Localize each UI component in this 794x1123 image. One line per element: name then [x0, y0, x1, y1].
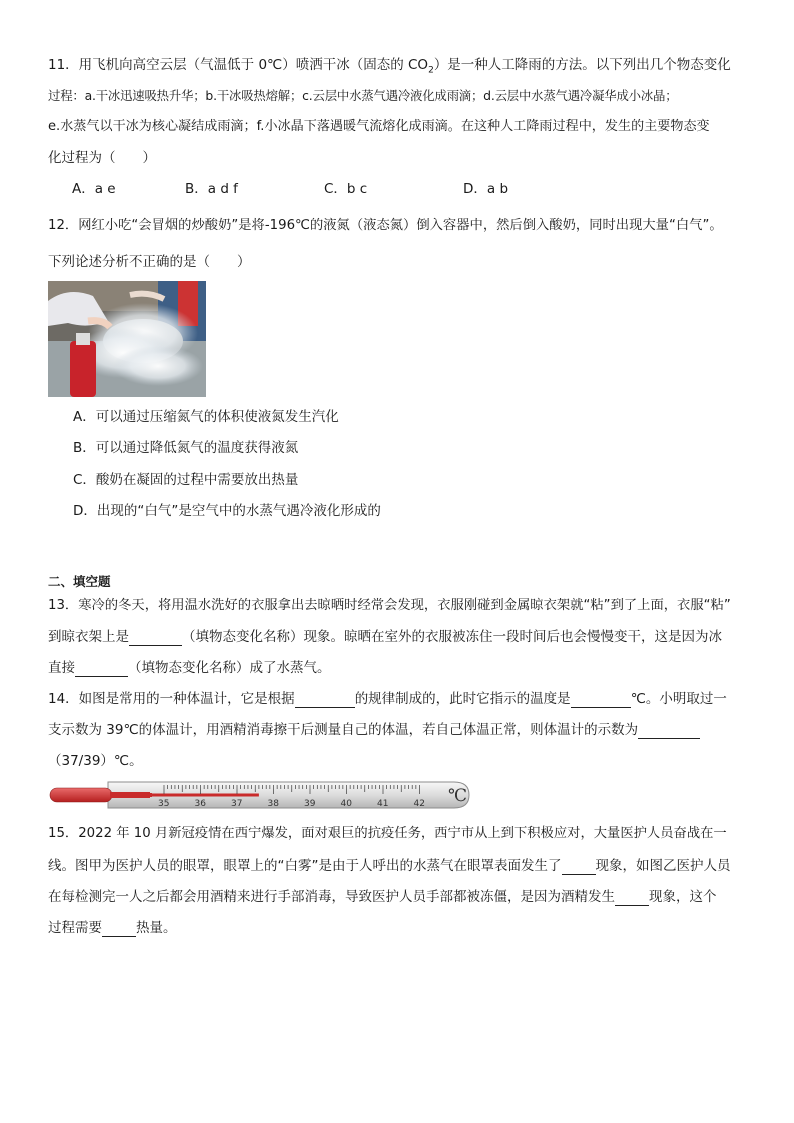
q14-line-3: （37/39）℃。	[48, 753, 143, 769]
q12-choice-a[interactable]: A．可以通过压缩氮气的体积使液氮发生汽化	[73, 409, 339, 425]
co2-subscript: 2	[428, 65, 434, 76]
q13-text-2b: （填物态变化名称）现象。晾晒在室外的衣服被冻住一段时间后也会慢慢变干，这是因为冰	[182, 629, 722, 645]
q11-option-b[interactable]: B．a d f	[185, 181, 238, 197]
q14-text-2a: 支示数为 39℃的体温计，用酒精消毒擦干后测量自己的体温，若自己体温正常，则体温计的示数为	[48, 722, 639, 738]
clinical-thermometer	[48, 779, 472, 811]
q12-choice-b[interactable]: B．可以通过降低氮气的温度获得液氮	[73, 440, 299, 456]
thermometer-tick-label: 39	[304, 799, 316, 809]
q15-line-2	[48, 857, 731, 875]
q15-line-3	[48, 888, 717, 906]
q14-line-1	[48, 690, 727, 708]
q11-text-1-tail: ）是一种人工降雨的方法。以下列出几个物态变化	[433, 57, 731, 73]
q11-option-c[interactable]: C．b c	[324, 181, 368, 197]
q14-blank-3[interactable]	[638, 724, 700, 739]
thermometer-unit: ℃	[448, 786, 468, 806]
thermometer-tick-label: 38	[267, 799, 279, 809]
q15-line-4	[48, 919, 177, 937]
q15-text-2a: 线。图甲为医护人员的眼罩，眼罩上的“白雾”是由于人呼出的水蒸气在眼罩表面发生了	[48, 858, 562, 874]
q15-text-4b: 热量。	[136, 920, 177, 936]
thermometer-tick-label: 36	[194, 799, 206, 809]
q11-option-d[interactable]: D．a b	[463, 181, 509, 197]
q11-line-2: 过程：a.干冰迅速吸热升华；b.干冰吸热熔解；c.云层中水蒸气遇冷液化成雨滴；d.云层中水蒸气遇冷凝华成小冰晶；	[48, 88, 678, 103]
q14-line-2	[48, 721, 700, 739]
q13-text-3a: 直接	[48, 660, 75, 676]
liquid-nitrogen-yogurt-photo	[48, 281, 206, 397]
thermometer-tick-label: 40	[340, 799, 352, 809]
q11-line-3: e.水蒸气以干冰为核心凝结成雨滴；f.小冰晶下落遇暖气流熔化成雨滴。在这种人工降雨过程中，发生的主要物态变	[48, 119, 710, 134]
q13-text-2a: 到晾衣架上是	[48, 629, 129, 645]
q11-line-4: 化过程为（ ）	[48, 150, 156, 166]
q15-line-1: 15．2022 年 10 月新冠疫情在西宁爆发，面对艰巨的抗疫任务，西宁市从上到下积极应对，大量医护人员奋战在一	[48, 826, 727, 841]
q13-blank-2[interactable]	[75, 662, 128, 677]
mercury-column	[152, 794, 259, 797]
q15-blank-1[interactable]	[562, 860, 596, 875]
q14-text-1c: ℃。小明取过一	[630, 691, 727, 707]
q11-option-a[interactable]: A．a e	[72, 181, 116, 197]
q14-blank-1[interactable]	[295, 693, 355, 708]
thermometer-tick-label: 37	[231, 799, 243, 809]
q13-text-3b: （填物态变化名称）成了水蒸气。	[128, 660, 331, 676]
q15-text-3b: 现象，这个	[649, 889, 717, 905]
q15-text-2b: 现象，如图乙医护人员	[595, 858, 731, 874]
section-title-fill-in: 二、填空题	[48, 574, 111, 589]
q13-line-1: 13．寒冷的冬天，将用温水洗好的衣服拿出去晾晒时经常会发现，衣服刚碰到金属晾衣架就“粘”到了上面，衣服“粘”	[48, 598, 731, 613]
thermometer-tick-label: 41	[377, 799, 389, 809]
q15-blank-2[interactable]	[615, 891, 649, 906]
q12-line-2: 下列论述分析不正确的是（ ）	[48, 254, 251, 270]
thermometer-tick-label: 42	[413, 799, 425, 809]
q15-text-3a: 在每检测完一人之后都会用酒精来进行手部消毒，导致医护人员手部都被冻僵，是因为酒精发生	[48, 889, 615, 905]
q12-line-1: 12．网红小吃“会冒烟的炒酸奶”是将-196℃的液氮（液态氮）倒入容器中，然后倒入酸奶，同时出现大量“白气”。	[48, 218, 723, 233]
thermometer-tick-label: 35	[158, 799, 170, 809]
q11-options	[72, 180, 508, 198]
q14-text-1a: 14．如图是常用的一种体温计，它是根据	[48, 691, 295, 707]
q15-text-4a: 过程需要	[48, 920, 102, 936]
q13-line-3	[48, 659, 331, 677]
q14-blank-2[interactable]	[571, 693, 631, 708]
q13-line-2	[48, 628, 722, 646]
q13-blank-1[interactable]	[129, 631, 182, 646]
q12-choice-d[interactable]: D．出现的“白气”是空气中的水蒸气遇冷液化形成的	[73, 503, 381, 519]
q12-choice-c[interactable]: C．酸奶在凝固的过程中需要放出热量	[73, 472, 299, 488]
q14-text-1b: 的规律制成的，此时它指示的温度是	[354, 691, 571, 707]
q11-text-1: 11．用飞机向高空云层（气温低于 0℃）喷洒干冰（固态的 CO	[48, 57, 429, 73]
q15-blank-3[interactable]	[102, 922, 136, 937]
q11-line-1	[48, 56, 731, 80]
